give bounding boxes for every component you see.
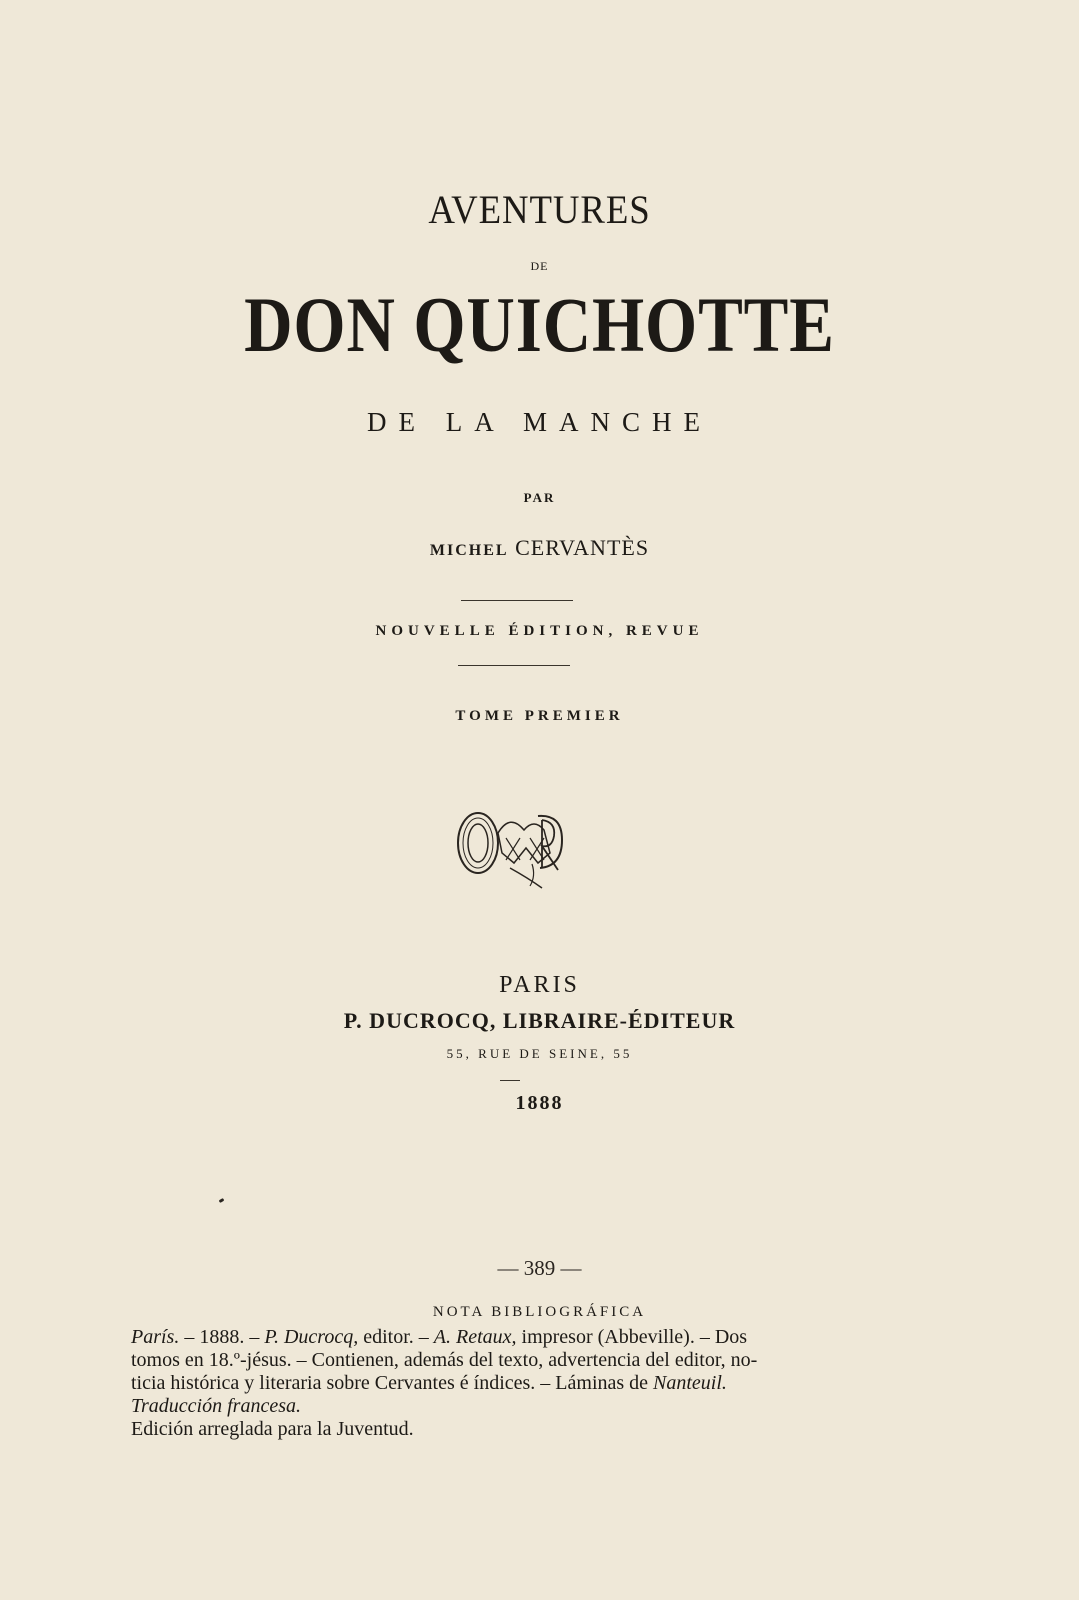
note-translation: Traducción francesa. <box>131 1395 301 1417</box>
volume-label: TOME PREMIER <box>455 708 624 724</box>
edition-note: NOUVELLE ÉDITION, REVUE <box>375 623 704 639</box>
monogram-seal-icon <box>450 808 580 890</box>
note-text: editor. – <box>358 1326 434 1348</box>
ink-speck <box>219 1198 225 1203</box>
title-line-de-la-manche: DE LA MANCHE <box>367 407 712 437</box>
divider-rule <box>461 600 573 601</box>
title-line-aventures: AVENTURES <box>428 187 651 232</box>
note-illustrator: Nanteuil. <box>653 1372 727 1394</box>
note-line: Edición arreglada para la Juventud. <box>131 1418 414 1440</box>
note-line: tomos en 18.º-jésus. – Contienen, además del texto, advertencia del editor, no- <box>131 1349 758 1371</box>
by-label: PAR <box>523 490 556 505</box>
note-text: impresor (Abbeville). – Dos <box>516 1326 748 1348</box>
imprint-year: 1888 <box>515 1092 564 1114</box>
note-line <box>131 1326 891 1349</box>
note-text: ticia histórica y literaria sobre Cervantes é índices. – Láminas de <box>131 1372 654 1394</box>
author-last-name: CERVANTÈS <box>515 535 650 560</box>
note-place: París. <box>131 1326 180 1348</box>
divider-rule-short <box>500 1080 520 1081</box>
note-printer: A. Retaux, <box>433 1326 517 1348</box>
title-main-don-quichotte: DON QUICHOTTE <box>244 281 835 368</box>
author-first-name: MICHEL <box>429 542 509 559</box>
imprint-address: 55, RUE DE SEINE, 55 <box>446 1046 633 1061</box>
title-line-de: DE <box>530 259 549 273</box>
bibliographic-note-heading: NOTA BIBLIOGRÁFICA <box>432 1304 647 1320</box>
author-name <box>0 535 1079 561</box>
divider-rule <box>458 665 570 666</box>
bibliographic-note-body <box>131 1326 891 1441</box>
page-number: — 389 — <box>497 1256 582 1280</box>
note-line <box>131 1372 891 1395</box>
imprint-publisher: P. DUCROCQ, LIBRAIRE-ÉDITEUR <box>343 1008 736 1033</box>
imprint-city: PARIS <box>499 972 580 998</box>
note-line <box>131 1395 891 1418</box>
note-publisher: P. Ducrocq, <box>264 1326 359 1348</box>
note-text: – 1888. – <box>179 1326 265 1348</box>
